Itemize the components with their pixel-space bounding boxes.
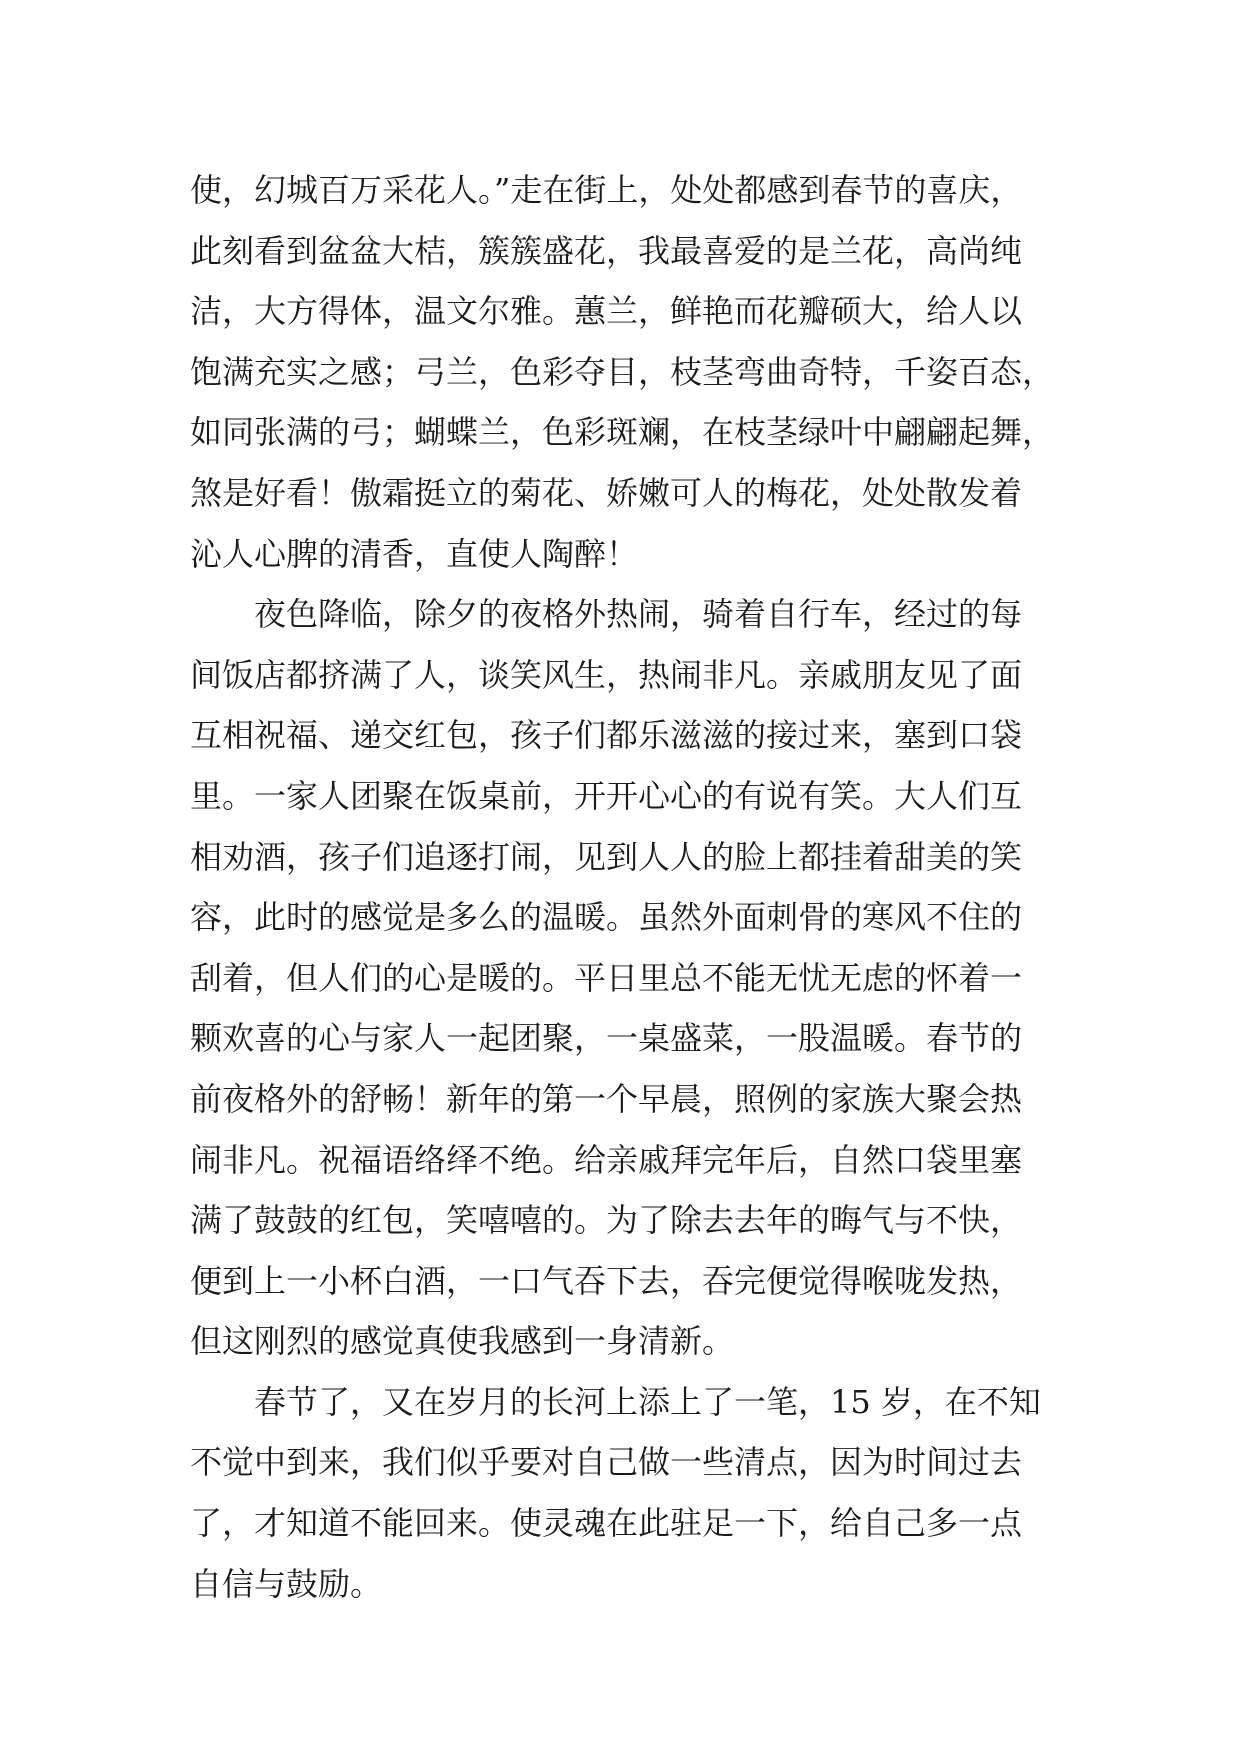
text-line: 相劝酒，孩子们追逐打闹，见到人人的脸上都挂着甜美的笑 bbox=[190, 837, 1023, 876]
paragraph-3 bbox=[190, 1372, 1070, 1614]
text-line: 间饭店都挤满了人，谈笑风生，热闹非凡。亲戚朋友见了面 bbox=[190, 655, 1023, 694]
text-line: 闹非凡。祝福语络绎不绝。给亲戚拜完年后，自然口袋里塞 bbox=[190, 1140, 1023, 1179]
text-line: 此刻看到盆盆大桔，簇簇盛花，我最喜爱的是兰花，高尚纯 bbox=[190, 231, 1023, 270]
text-line: 颗欢喜的心与家人一起团聚，一桌盛菜，一股温暖。春节的 bbox=[190, 1019, 1023, 1058]
paragraph-2 bbox=[190, 584, 1070, 1372]
text-line: 互相祝福、递交红包，孩子们都乐滋滋的接过来，塞到口袋 bbox=[190, 716, 1023, 755]
text-line: 煞是好看！傲霜挺立的菊花、娇嫩可人的梅花，处处散发着 bbox=[190, 473, 1023, 512]
text-line: 满了鼓鼓的红包，笑嘻嘻的。为了除去去年的晦气与不快， bbox=[190, 1201, 1023, 1240]
text-line: 前夜格外的舒畅！新年的第一个早晨，照例的家族大聚会热 bbox=[190, 1079, 1023, 1118]
text-line-first: 夜色降临，除夕的夜格外热闹，骑着自行车，经过的每 bbox=[254, 595, 1023, 634]
text-line: 使，幻城百万采花人。”走在街上，处处都感到春节的喜庆， bbox=[190, 171, 1023, 209]
text-line: 洁，大方得体，温文尔雅。蕙兰，鲜艳而花瓣硕大，给人以 bbox=[190, 292, 1023, 331]
text-line: 里。一家人团聚在饭桌前，开开心心的有说有笑。大人们互 bbox=[190, 776, 1023, 815]
text-line: 刮着，但人们的心是暖的。平日里总不能无忧无虑的怀着一 bbox=[190, 958, 1023, 997]
text-line: 了，才知道不能回来。使灵魂在此驻足一下，给自己多一点 bbox=[190, 1504, 1023, 1543]
text-line: 沁人心脾的清香，直使人陶醉！ bbox=[190, 534, 639, 573]
text-line: 自信与鼓励。 bbox=[190, 1564, 383, 1603]
text-line: 饱满充实之感；弓兰，色彩夺目，枝茎弯曲奇特，千姿百态， bbox=[190, 352, 1055, 391]
text-line: 如同张满的弓；蝴蝶兰，色彩斑斓，在枝茎绿叶中翩翩起舞， bbox=[190, 413, 1055, 452]
text-line: 便到上一小杯白酒，一口气吞下去，吞完便觉得喉咙发热， bbox=[190, 1261, 1023, 1300]
text-line: 不觉中到来，我们似乎要对自己做一些清点，因为时间过去 bbox=[190, 1443, 1023, 1482]
document-body bbox=[190, 160, 1070, 1614]
paragraph-1 bbox=[190, 160, 1070, 584]
text-line: 容，此时的感觉是多么的温暖。虽然外面刺骨的寒风不住的 bbox=[190, 898, 1023, 937]
text-line-first: 春节了，又在岁月的长河上添上了一笔，15 岁，在不知 bbox=[254, 1382, 1041, 1421]
text-line: 但这刚烈的感觉真使我感到一身清新。 bbox=[190, 1322, 735, 1361]
